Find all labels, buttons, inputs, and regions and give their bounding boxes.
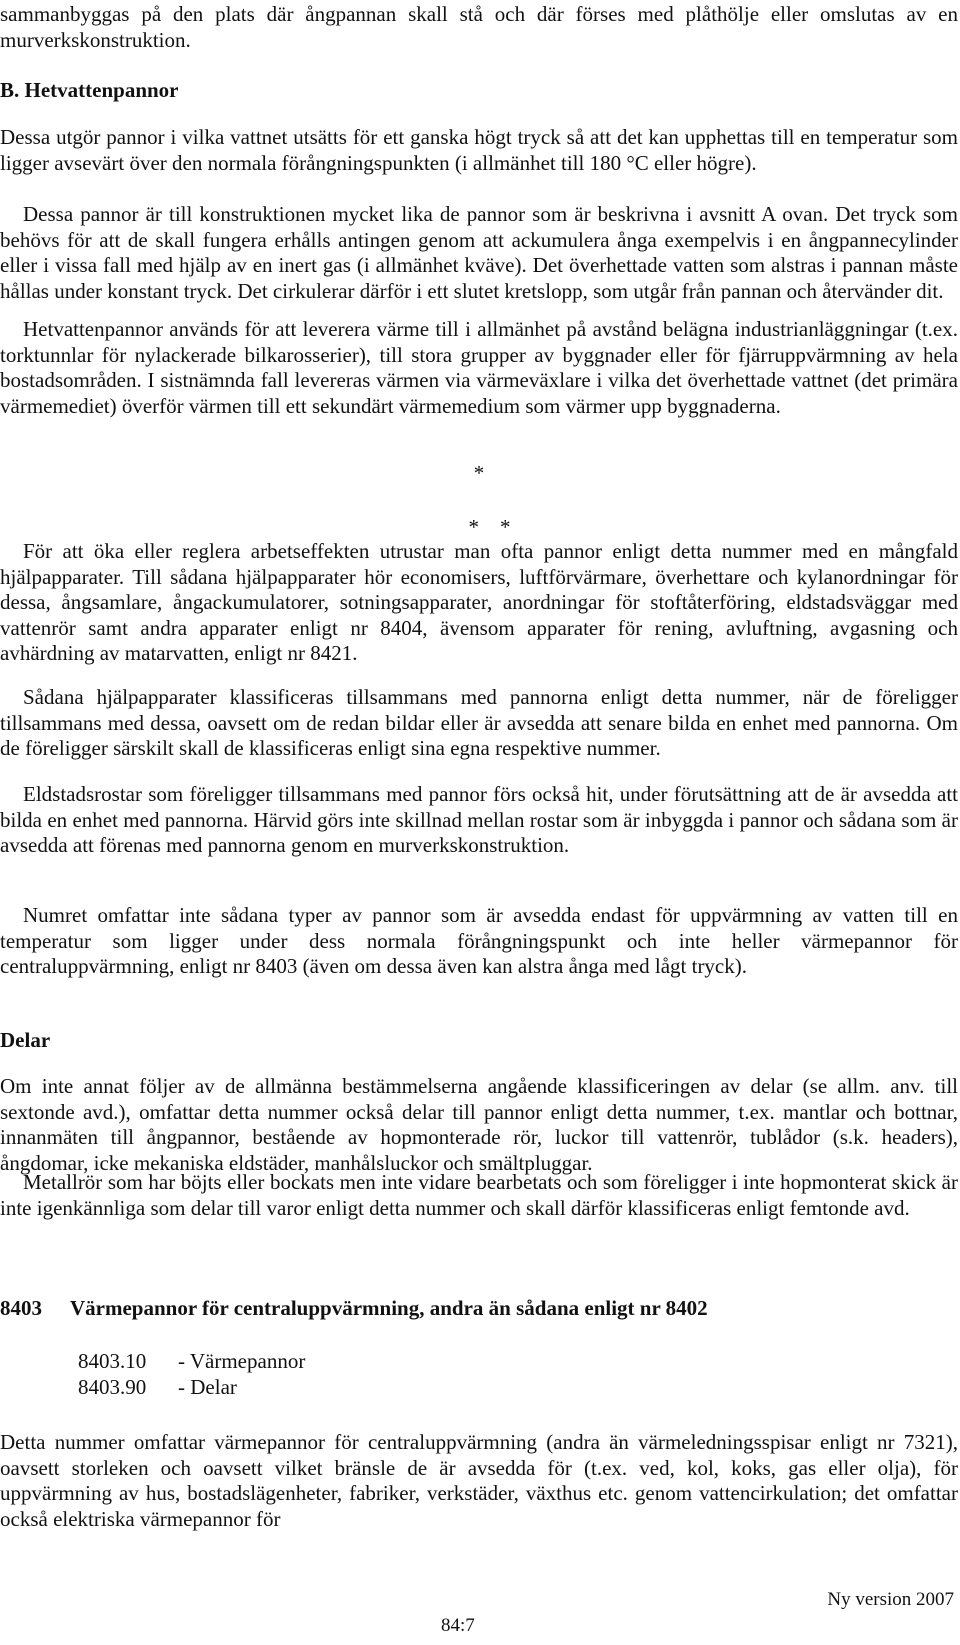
parts-paragraph-2: Metallrör som har böjts eller bockats men inte vidare bearbetats och som föreligger i inte hopmonterat skick är inte igenkännliga som delar till varor enligt detta nummer och skall därför klassificeras enligt femtonde avd.: [0, 1170, 958, 1220]
auxiliary-paragraph-2: Sådana hjälpapparater klassificeras tillsammans med pannorna enligt detta nummer, när de föreligger tillsammans med dessa, oavsett om de redan bildar eller är avsedda att senare bilda en enhet med pannorna. Om de föreligger särskilt skall de klassificeras enligt sina egna respektive nummer.: [0, 685, 958, 760]
auxiliary-paragraph-3: Eldstadsrostar som föreligger tillsammans med pannor förs också hit, under förutsättning att de är avsedda att bilda en enhet med pannorna. Härvid görs inte skillnad mellan rostar som är inbyggda i pannor och sådana som är avsedda att förenas med pannorna genom en murverkskonstruktion.: [0, 782, 958, 857]
heading-8403: [0, 1296, 958, 1322]
parts-title: Delar: [0, 1028, 51, 1052]
footer-version: Ny version 2007: [827, 1589, 954, 1610]
section-b-title: B. Hetvattenpannor: [0, 78, 179, 102]
subheading-row: [78, 1375, 478, 1401]
subheading-label: - Värmepannor: [178, 1349, 306, 1373]
auxiliary-paragraph-4: Numret omfattar inte sådana typer av pannor som är avsedda endast för uppvärmning av vatten till en temperatur som ligger under dess normala förångningspunkt och inte heller värmepannor för centraluppvärmning, enligt nr 8403 (även om dessa även kan alstra ånga med lågt tryck).: [0, 903, 958, 978]
separator-star-top: *: [473, 461, 485, 485]
auxiliary-paragraph-1: För att öka eller reglera arbetseffekten utrustar man ofta pannor enligt detta nummer med en mångfald hjälpapparater. Till sådana hjälpapparater hör economisers, luftförvärmare, överhettare och kylanordningar för dessa, ångsamlare, ångackumulatorer, sotningsapparater, anordningar för stoftåterföring, eldstadsväggar med vattenrör samt andra apparater enligt nr 8404, ävensom apparater för rening, avluftning, avgasning och avhärdning av matarvatten, enligt nr 8421.: [0, 539, 958, 665]
separator-star-bottom: * *: [468, 515, 511, 539]
heading-code: 8403: [0, 1296, 42, 1320]
subheading-label: - Delar: [178, 1375, 237, 1399]
top-fragment-paragraph: sammanbyggas på den plats där ångpannan skall stå och där förses med plåthölje eller omslutas av en murverkskonstruktion.: [0, 2, 958, 52]
heading-title: Värmepannor för centraluppvärmning, andra än sådana enligt nr 8402: [70, 1296, 708, 1320]
section-b-paragraph-1: Dessa utgör pannor i vilka vattnet utsätts för ett ganska högt tryck så att det kan upphettas till en temperatur som ligger avsevärt över den normala förångningspunkten (i allmänhet till 180 °C eller högre).: [0, 125, 958, 175]
section-b-paragraph-2: Dessa pannor är till konstruktionen mycket lika de pannor som är beskrivna i avsnitt A ovan. Det tryck som behövs för att de skall fungera erhålls antingen genom att ackumulera ånga exempelvis i en ångpannecylinder eller i vissa fall med hjälp av en inert gas (i allmänhet kväve). Det överhettade vatten som alstras i pannan måste hållas under konstant tryck. Det cirkulerar därför i ett slutet kretslopp, som utgår från pannan och återvänder dit.: [0, 202, 958, 303]
subheading-row: [78, 1349, 478, 1375]
footer-page-number: 84:7: [441, 1615, 475, 1636]
subheading-code: 8403.10: [78, 1349, 147, 1373]
subheading-code: 8403.90: [78, 1375, 147, 1399]
final-paragraph: Detta nummer omfattar värmepannor för centraluppvärmning (andra än värmeledningsspisar enligt nr 7321), oavsett storleken och oavsett vilket bränsle de är avsedda för (t.ex. ved, kol, koks, gas eller olja), för uppvärmning av hus, bostadslägenheter, fabriker, verkstäder, växthus etc. genom vattencirkulation; det omfattar också elektriska värmepannor för: [0, 1430, 958, 1531]
parts-paragraph-1: Om inte annat följer av de allmänna bestämmelserna angående klassificeringen av delar (se allm. anv. till sextonde avd.), omfattar detta nummer också delar till pannor enligt detta nummer, t.ex. mantlar och bottnar, innanmäten till ångpannor, bestående av hopmonterade rör, luckor till vattenrör, tublådor (s.k. headers), ångdomar, icke mekaniska eldstäder, manhålsluckor och smältpluggar.: [0, 1074, 958, 1175]
section-b-paragraph-3: Hetvattenpannor används för att leverera värme till i allmänhet på avstånd belägna industrianläggningar (t.ex. torktunnlar för nylackerade bilkarosserier), till stora grupper av byggnader eller för fjärruppvärmning av hela bostadsområden. I sistnämnda fall levereras värmen via värmeväxlare i vilka det överhettade vattnet (det primära värmemediet) överför värmen till ett sekundärt värmemedium som värmer upp byggnaderna.: [0, 317, 958, 418]
